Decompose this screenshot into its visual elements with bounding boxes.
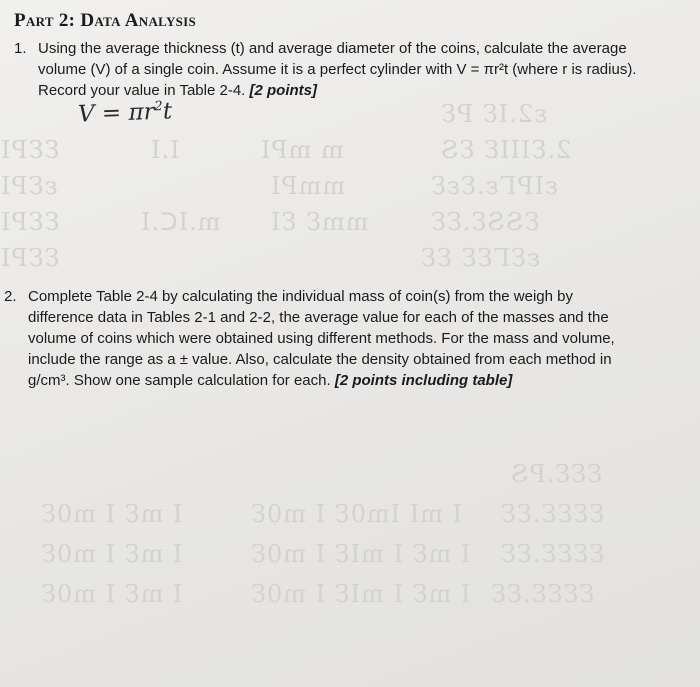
- bleed-through-text: I mԐ I mIԐ I m0Ԑ: [250, 540, 471, 568]
- formula-main: V = πr: [77, 98, 156, 128]
- question-line-with-points: [38, 80, 636, 101]
- question-line: volume (V) of a single coin. Assume it is a perfect cylinder with V = πr²t (where r is radius).: [38, 61, 637, 78]
- bleed-through-text: ԑԐΓԐԐ ԐԐ: [420, 244, 541, 272]
- bleed-through-text: mmԐ ԐI: [270, 208, 369, 236]
- question-text: [28, 286, 615, 391]
- question-number: 2.: [4, 288, 17, 305]
- bleed-through-text: I mԐ I m0Ԑ: [40, 580, 183, 608]
- bleed-through-text: 2.ԐIIIԐ ԐՏ: [440, 136, 572, 164]
- section-title: Part 2: Data Analysis: [14, 10, 197, 31]
- bleed-through-text: ԐԐԐԐ.ԐԐ: [500, 540, 605, 568]
- bleed-through-text: ԐԐԐ.PՏ: [510, 460, 603, 488]
- bleed-through-text: ԐԐԐԐ.ԐԐ: [490, 580, 595, 608]
- bleed-through-text: ԑIPΓԑ.ԐԑԐ: [430, 172, 559, 200]
- bleed-through-text: ԐԐPI: [0, 244, 60, 272]
- bleed-through-text: ԑԐPI: [0, 172, 58, 200]
- formula-exponent: 2: [154, 99, 163, 115]
- question-number: 1.: [14, 40, 27, 57]
- question-text: [38, 38, 636, 101]
- question-line: g/cm³. Show one sample calculation for each.: [28, 372, 331, 389]
- bleed-through-text: I mI Im0Ԑ I m0Ԑ: [250, 500, 463, 528]
- question-line: Complete Table 2-4 by calculating the individual mass of coin(s) from the weigh by: [28, 288, 573, 305]
- question-line: volume of coins which were obtained using different methods. For the mass and volume,: [28, 330, 615, 347]
- question-line: Record your value in Table 2-4.: [38, 82, 246, 99]
- question-line: Using the average thickness (t) and average diameter of the coins, calculate the average: [38, 40, 627, 57]
- question-line: difference data in Tables 2-1 and 2-2, the average value for each of the masses and the: [28, 309, 609, 326]
- question-line: include the range as a ± value. Also, calculate the density obtained from each method in: [28, 351, 612, 368]
- formula-tail: t: [162, 98, 173, 125]
- bleed-through-text: ԐԐPI: [0, 136, 60, 164]
- bleed-through-text: I mԐ I mIԐ I m0Ԑ: [250, 580, 471, 608]
- bleed-through-text: I.I: [150, 136, 180, 164]
- bleed-through-text: I mԐ I m0Ԑ: [40, 500, 183, 528]
- bleed-through-text: ԐՏՏԐ.ԐԐ: [430, 208, 540, 236]
- bleed-through-text: I mԐ I m0Ԑ: [40, 540, 183, 568]
- question-line-with-points: [28, 370, 615, 391]
- bleed-through-text: m.Iᑕ.I: [140, 208, 221, 236]
- bleed-through-text: mmPI: [270, 172, 346, 200]
- bleed-through-text: m mPI: [260, 136, 344, 164]
- bleed-through-text: ԐԐԐԐ.ԐԐ: [500, 500, 605, 528]
- points-label: [2 points including table]: [334, 372, 513, 389]
- bleed-through-text: ԑ2.IԐ PԐ: [440, 100, 548, 128]
- points-label: [2 points]: [249, 82, 318, 99]
- handwritten-formula: [78, 98, 173, 127]
- bleed-through-text: ԐԐPI: [0, 208, 60, 236]
